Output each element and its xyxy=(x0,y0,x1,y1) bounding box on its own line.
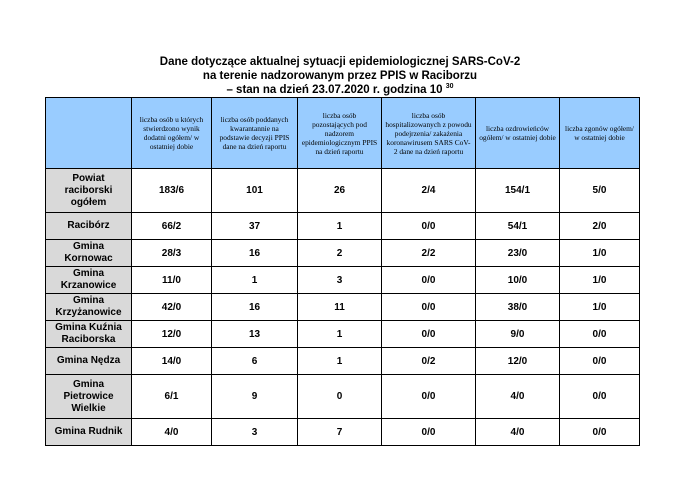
title-line-3 xyxy=(0,83,680,97)
cell-recovered: 154/1 xyxy=(476,169,560,213)
cell-quarantine: 3 xyxy=(212,419,298,446)
cell-deaths: 1/0 xyxy=(560,240,640,267)
header-recovered: liczba ozdrowieńców ogółem/ w ostatniej dobie xyxy=(476,98,560,169)
cell-quarantine: 9 xyxy=(212,375,298,419)
cell-hospitalized: 0/0 xyxy=(382,375,476,419)
cell-hospitalized: 2/4 xyxy=(382,169,476,213)
cell-supervision: 11 xyxy=(298,294,382,321)
title-hour-superscript: 30 xyxy=(445,83,454,91)
cell-positive-cases: 11/0 xyxy=(132,267,212,294)
cell-positive-cases: 4/0 xyxy=(132,419,212,446)
table-row xyxy=(46,240,640,267)
cell-recovered: 10/0 xyxy=(476,267,560,294)
cell-hospitalized: 0/2 xyxy=(382,348,476,375)
cell-hospitalized: 2/2 xyxy=(382,240,476,267)
cell-quarantine: 37 xyxy=(212,213,298,240)
cell-deaths: 1/0 xyxy=(560,267,640,294)
cell-hospitalized: 0/0 xyxy=(382,267,476,294)
cell-positive-cases: 183/6 xyxy=(132,169,212,213)
cell-recovered: 12/0 xyxy=(476,348,560,375)
table-row xyxy=(46,294,640,321)
cell-deaths: 0/0 xyxy=(560,321,640,348)
table-row xyxy=(46,213,640,240)
row-label: Powiat raciborski ogółem xyxy=(46,169,132,213)
cell-supervision: 7 xyxy=(298,419,382,446)
cell-quarantine: 16 xyxy=(212,240,298,267)
table-row xyxy=(46,321,640,348)
row-label: Gmina Nędza xyxy=(46,348,132,375)
cell-supervision: 1 xyxy=(298,321,382,348)
cell-recovered: 4/0 xyxy=(476,419,560,446)
row-label: Gmina Krzyżanowice xyxy=(46,294,132,321)
cell-recovered: 54/1 xyxy=(476,213,560,240)
row-label: Gmina Kornowac xyxy=(46,240,132,267)
title-line-3-text: – stan na dzień 23.07.2020 r. godzina 10 xyxy=(226,84,443,96)
row-label: Racibórz xyxy=(46,213,132,240)
cell-supervision: 26 xyxy=(298,169,382,213)
table-header-row xyxy=(46,98,640,169)
cell-recovered: 38/0 xyxy=(476,294,560,321)
cell-recovered: 4/0 xyxy=(476,375,560,419)
row-label: Gmina Rudnik xyxy=(46,419,132,446)
cell-positive-cases: 28/3 xyxy=(132,240,212,267)
cell-deaths: 0/0 xyxy=(560,419,640,446)
cell-deaths: 1/0 xyxy=(560,294,640,321)
cell-quarantine: 6 xyxy=(212,348,298,375)
table-row xyxy=(46,267,640,294)
table-row xyxy=(46,375,640,419)
header-corner xyxy=(46,98,132,169)
table-row xyxy=(46,348,640,375)
epidemic-data-table xyxy=(45,97,640,446)
cell-quarantine: 101 xyxy=(212,169,298,213)
table-row xyxy=(46,169,640,213)
title-line-1: Dane dotyczące aktualnej sytuacji epidemiologicznej SARS-CoV-2 xyxy=(159,56,521,68)
cell-supervision: 1 xyxy=(298,213,382,240)
header-quarantine: liczba osób poddanych kwarantannie na podstawie decyzji PPIS dane na dzień raportu xyxy=(212,98,298,169)
row-label: Gmina Kuźnia Raciborska xyxy=(46,321,132,348)
row-label: Gmina Pietrowice Wielkie xyxy=(46,375,132,419)
header-hospitalized: liczba osób hospitalizowanych z powodu podejrzenia/ zakażenia koronawirusem SARS CoV-2 dane na dzień raportu xyxy=(382,98,476,169)
title-line-2: na terenie nadzorowanym przez PPIS w Raciborzu xyxy=(202,70,478,82)
cell-positive-cases: 6/1 xyxy=(132,375,212,419)
cell-hospitalized: 0/0 xyxy=(382,294,476,321)
cell-positive-cases: 42/0 xyxy=(132,294,212,321)
cell-deaths: 0/0 xyxy=(560,375,640,419)
cell-hospitalized: 0/0 xyxy=(382,213,476,240)
cell-supervision: 3 xyxy=(298,267,382,294)
cell-deaths: 2/0 xyxy=(560,213,640,240)
cell-supervision: 2 xyxy=(298,240,382,267)
row-label: Gmina Krzanowice xyxy=(46,267,132,294)
header-deaths: liczba zgonów ogółem/ w ostatniej dobie xyxy=(560,98,640,169)
cell-positive-cases: 12/0 xyxy=(132,321,212,348)
cell-positive-cases: 66/2 xyxy=(132,213,212,240)
document-title xyxy=(0,55,680,97)
cell-deaths: 0/0 xyxy=(560,348,640,375)
header-supervision: liczba osób pozostających pod nadzorem epidemiologicznym PPIS na dzień raportu xyxy=(298,98,382,169)
cell-supervision: 0 xyxy=(298,375,382,419)
cell-hospitalized: 0/0 xyxy=(382,419,476,446)
cell-positive-cases: 14/0 xyxy=(132,348,212,375)
table-row xyxy=(46,419,640,446)
cell-quarantine: 13 xyxy=(212,321,298,348)
header-positive-cases: liczba osób u których stwierdzono wynik dodatni ogółem/ w ostatniej dobie xyxy=(132,98,212,169)
cell-deaths: 5/0 xyxy=(560,169,640,213)
cell-hospitalized: 0/0 xyxy=(382,321,476,348)
cell-quarantine: 1 xyxy=(212,267,298,294)
cell-supervision: 1 xyxy=(298,348,382,375)
cell-recovered: 9/0 xyxy=(476,321,560,348)
cell-quarantine: 16 xyxy=(212,294,298,321)
cell-recovered: 23/0 xyxy=(476,240,560,267)
